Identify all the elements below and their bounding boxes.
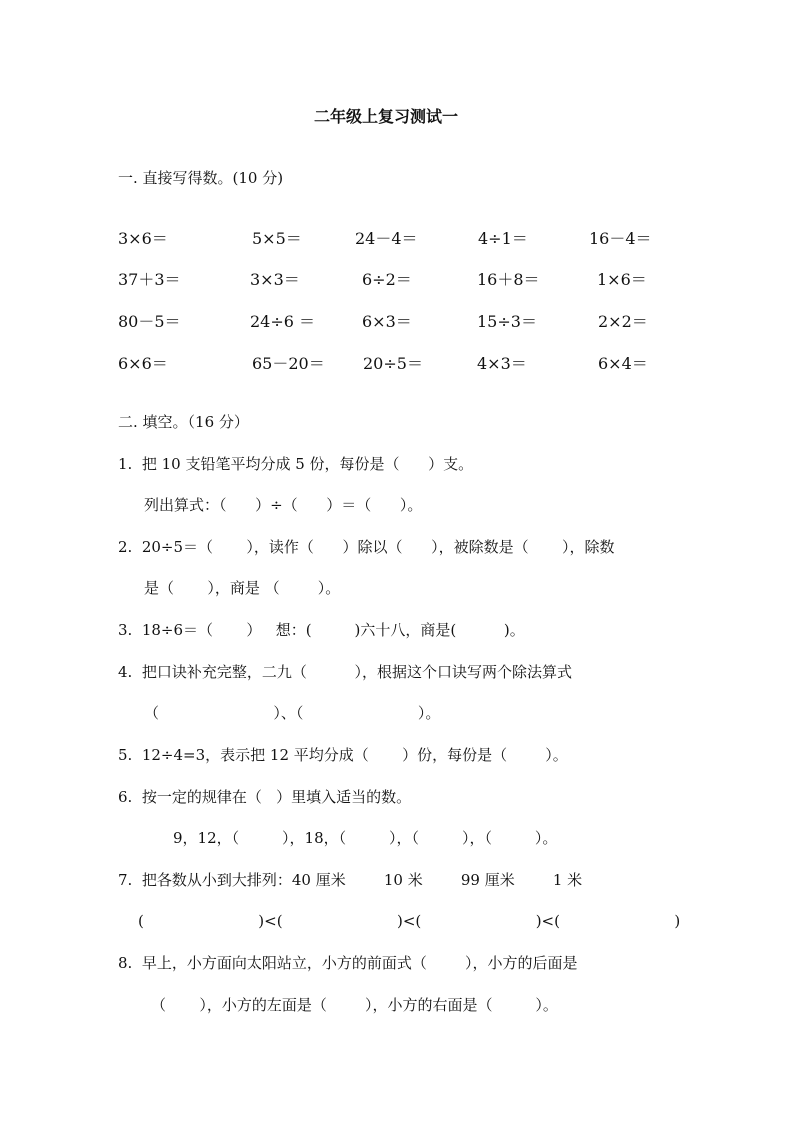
calc-item: 16－4＝ [589, 229, 652, 248]
worksheet-title: 二年级上复习测试一 [314, 107, 459, 126]
calc-item: 1×6＝ [597, 270, 647, 289]
question-6: 6. 按一定的规律在（ ）里填入适当的数。 [118, 788, 412, 806]
calc-item: 6÷2＝ [362, 270, 412, 289]
question-1-formula: 列出算式：（ ）÷（ ）＝（ ）。 [144, 496, 423, 514]
question-3: 3. 18÷6＝（ ） 想：( )六十八，商是( )。 [118, 621, 525, 639]
calc-item: 5×5＝ [252, 229, 302, 248]
calc-item: 6×4＝ [598, 354, 648, 373]
calc-item: 37＋3＝ [118, 270, 181, 289]
section-1-heading: 一. 直接写得数。(10 分) [118, 169, 284, 187]
section-2-heading: 二. 填空。（16 分） [118, 413, 249, 431]
calc-item: 24÷6 ＝ [250, 312, 316, 331]
calc-item: 65－20＝ [252, 354, 325, 373]
calc-item: 4×3＝ [477, 354, 527, 373]
calc-item: 6×6＝ [118, 354, 168, 373]
calc-item: 6×3＝ [362, 312, 412, 331]
calc-item: 80－5＝ [118, 312, 181, 331]
question-2: 2. 20÷5＝（ ），读作（ ）除以（ ），被除数是（ ），除数 [118, 538, 615, 556]
calc-item: 3×6＝ [118, 229, 168, 248]
question-2-continued: 是（ ），商是 （ ）。 [144, 579, 341, 597]
calc-item: 16＋8＝ [477, 270, 540, 289]
question-1: 1. 把 10 支铅笔平均分成 5 份，每份是（ ）支。 [118, 455, 474, 473]
question-5: 5. 12÷4=3，表示把 12 平均分成（ ）份，每份是（ ）。 [118, 746, 568, 764]
calc-item: 15÷3＝ [477, 312, 537, 331]
question-6-sequence: 9，12，（ ），18，（ ），（ ），（ ）。 [173, 829, 558, 847]
calc-item: 3×3＝ [250, 270, 300, 289]
calc-item: 24－4＝ [355, 229, 418, 248]
question-7: 7. 把各数从小到大排列：40 厘米 10 米 99 厘米 1 米 [118, 871, 583, 889]
calc-item: 4÷1＝ [478, 229, 528, 248]
calc-item: 2×2＝ [598, 312, 648, 331]
question-8-continued: （ ），小方的左面是（ ），小方的右面是（ ）。 [151, 996, 558, 1014]
question-4-blanks: （ ）、（ ）。 [144, 704, 441, 722]
question-4: 4. 把口诀补充完整，二九（ ），根据这个口诀写两个除法算式 [118, 663, 573, 681]
question-8: 8. 早上，小方面向太阳站立，小方的前面式（ ），小方的后面是 [118, 954, 578, 972]
question-7-blanks: ( )<( )<( )<( ) [138, 912, 681, 930]
calc-item: 20÷5＝ [363, 354, 423, 373]
